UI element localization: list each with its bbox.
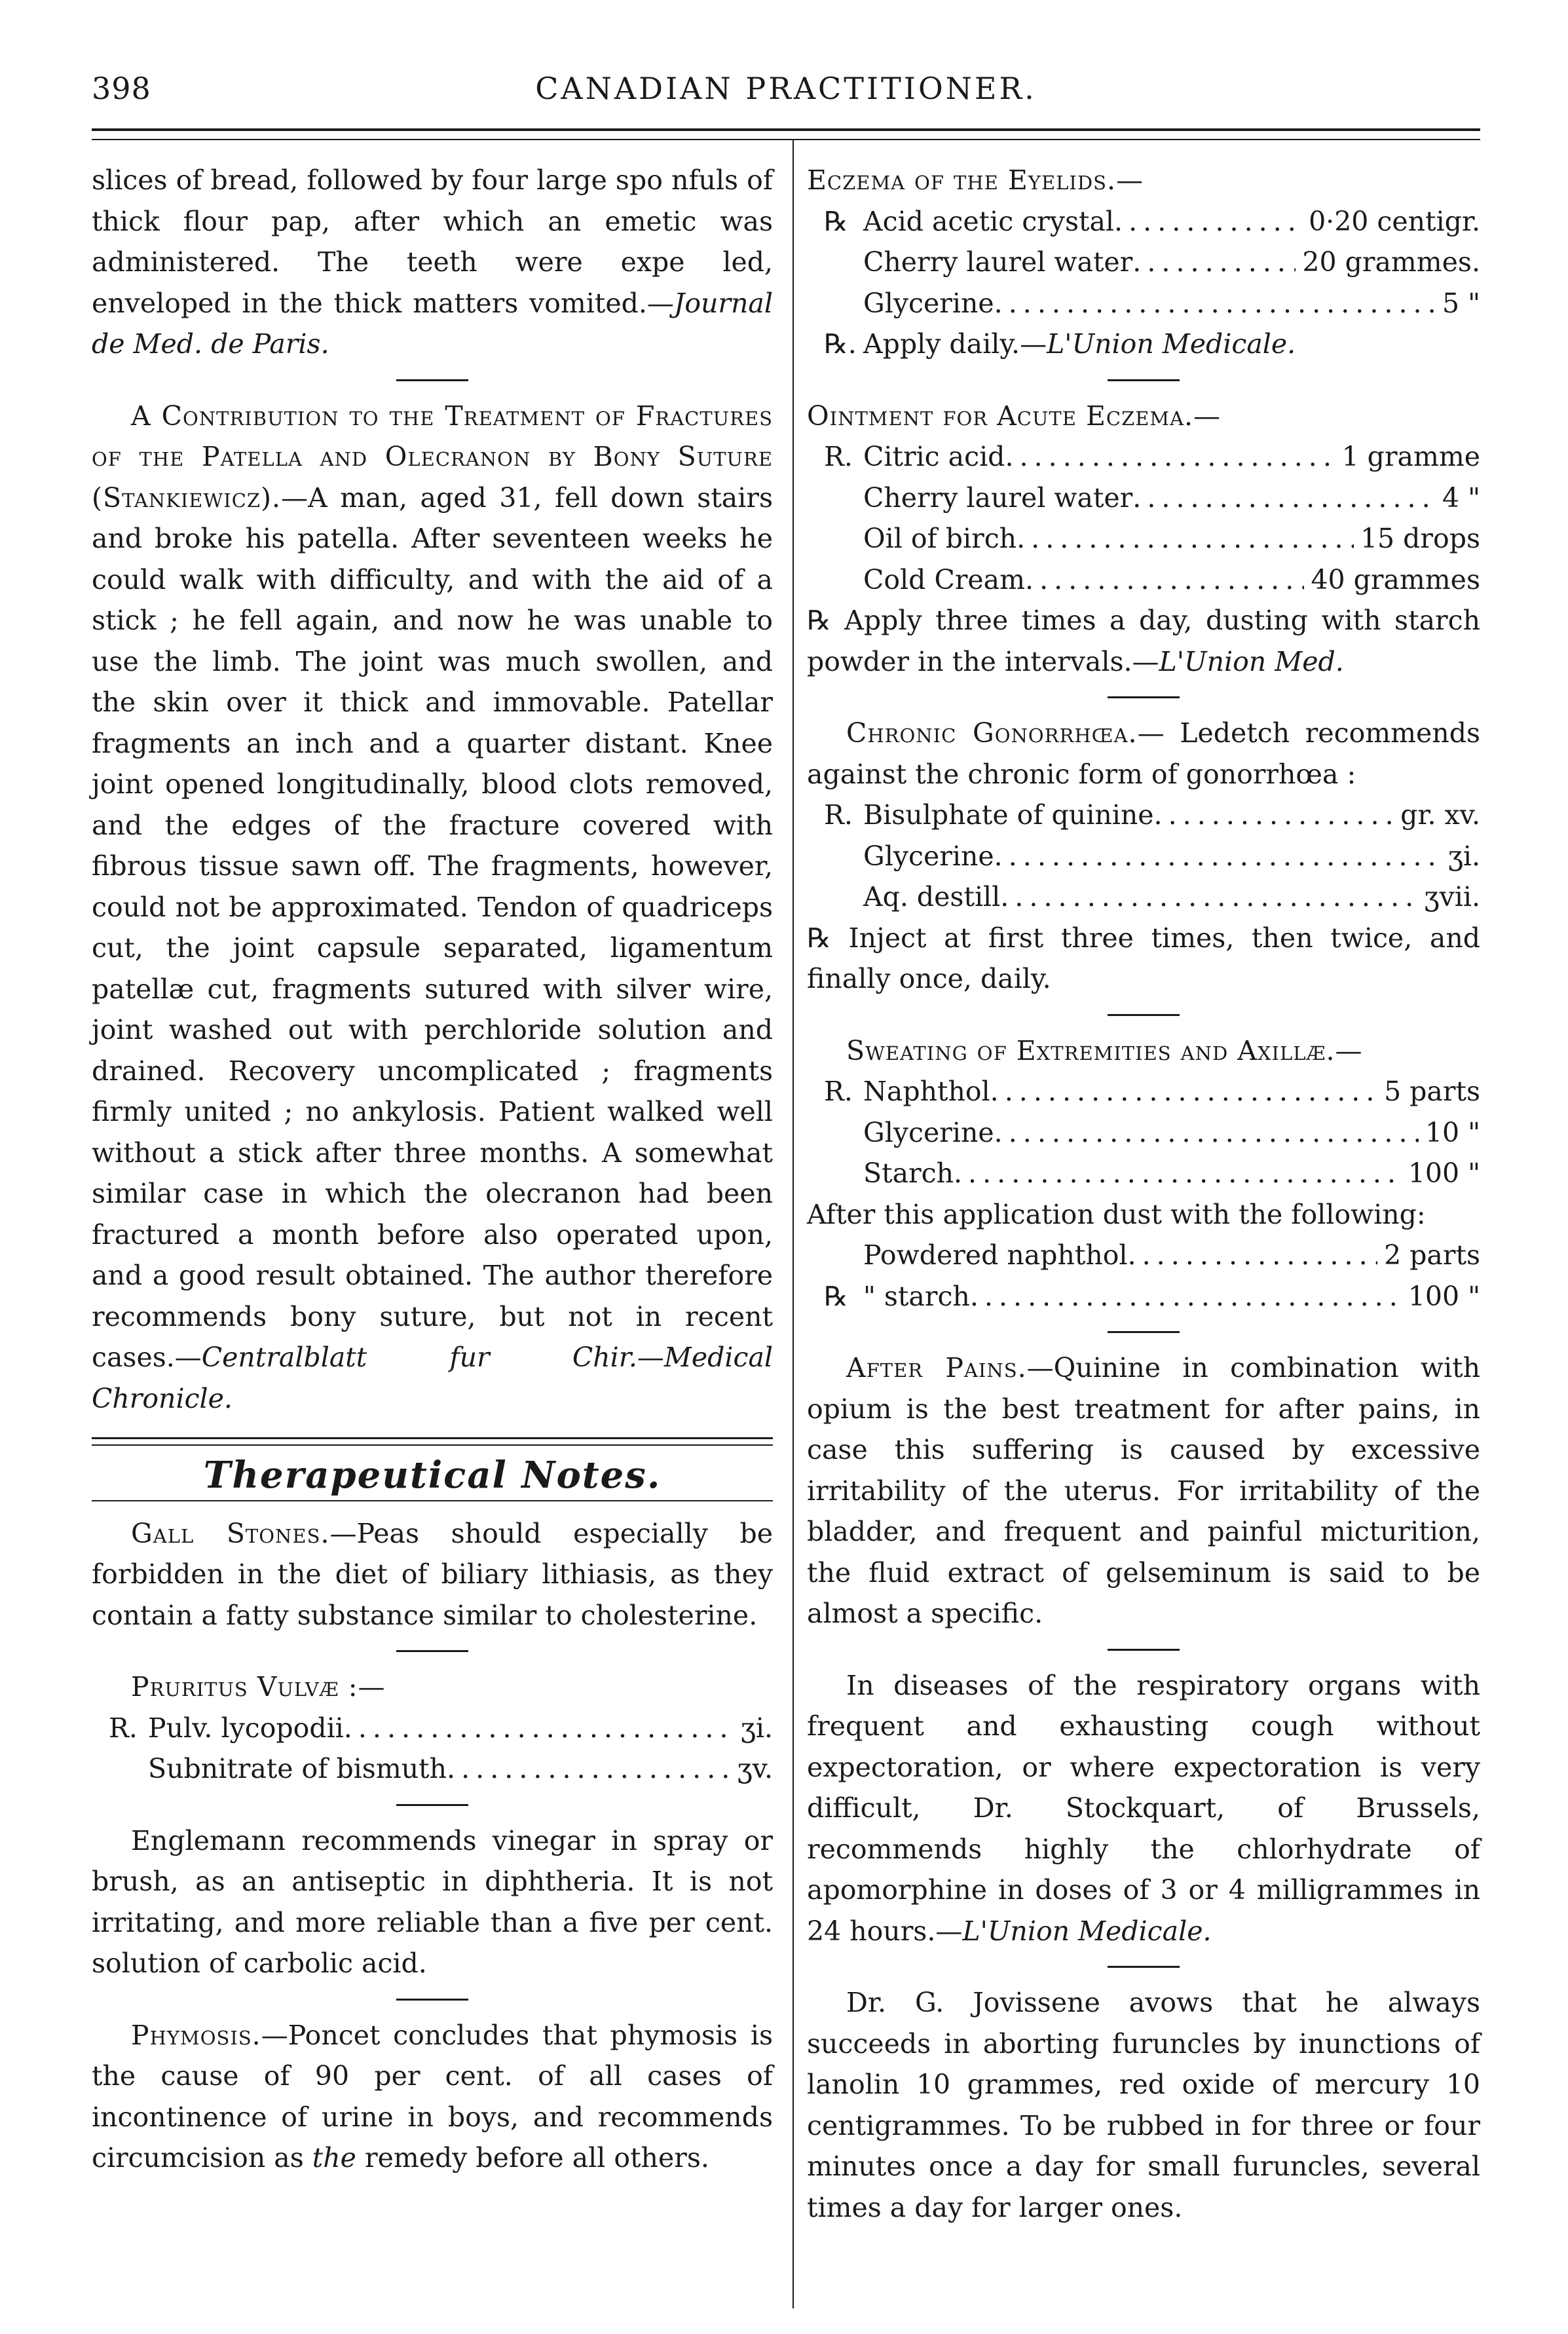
signa-paragraph	[807, 918, 1480, 1000]
ingredient: Citric acid	[863, 441, 1005, 472]
prescription-line	[92, 1708, 773, 1749]
leader-dots	[990, 1071, 1377, 1112]
prescription-line	[807, 1276, 1480, 1317]
quantity: gr. xv.	[1400, 799, 1480, 831]
leader-dots	[994, 836, 1442, 877]
article-respiratory	[807, 1665, 1480, 1952]
prescription-line	[807, 201, 1480, 242]
quantity: 0·20 centigr.	[1309, 205, 1480, 237]
ingredient: Subnitrate of bismuth	[148, 1753, 447, 1784]
quantity: ʒi.	[740, 1712, 773, 1744]
ingredient: Pulv. lycopodii	[148, 1712, 344, 1744]
prescription-line	[807, 559, 1480, 601]
citation: Centralblatt fur Chir.—Medical Chronicle.	[92, 1342, 773, 1414]
citation: Journal de Med. de Paris.	[92, 287, 773, 360]
article-gall-stones	[92, 1513, 773, 1636]
journal-title: CANADIAN PRACTITIONER.	[535, 71, 1037, 106]
ingredient: Glycerine	[863, 287, 994, 319]
page-header	[92, 71, 1480, 110]
leader-dots	[1017, 518, 1354, 559]
article-title: A Contribution to the Treatment of Fractures of the Patella and Olecranon by Bony Suture (Stankiewicz).	[92, 400, 773, 514]
prescription-line	[807, 795, 1480, 836]
ingredient: Naphthol	[863, 1076, 990, 1107]
recipe-symbol: ℞	[824, 205, 848, 237]
article-text: —A man, aged 31, fell down stairs and broke his patella. After seventeen weeks he could walk with difficulty, and with the aid of a stick ; he fell again, and now he was unable to use the limb. The joint was much swollen, and the skin over it thick and immovable. Patellar fragments an inch and a quarter distant. Knee joint opened longitudinally, blood clots removed, and the edges of the fracture covered with fibrous tissue sawn off. The fragments, however, could not be approximated. Tendon of quadriceps cut, the joint capsule separated, ligamentum patellæ cut, fragments sutured with silver wire, joint washed out with perchloride solution and drained. Recovery uncomplicated ; fragments firmly united ; no ankylosis. Patient walked well without a stick after three months. A somewhat similar case in which the olecranon had been fractured a month before also operated upon, and a good result obtained. The author therefore recommends bony suture, but not in recent cases.—	[92, 481, 773, 1373]
citation: L'Union Med.	[1159, 645, 1344, 677]
separator	[396, 1650, 468, 1652]
prescription-line	[92, 1748, 773, 1790]
ingredient: Cold Cream	[863, 563, 1026, 595]
leader-dots	[954, 1153, 1402, 1194]
ingredient: " starch	[863, 1280, 970, 1312]
article-text: —Quinine in combination with opium is the best treatment for after pains, in case this suffering is caused by excessive irritability of the uterus. For irritability of the bladder, and frequent and painful micturition, the fluid extract of gelseminum is said to be almost a specific.	[807, 1352, 1480, 1629]
ingredient: Glycerine	[863, 1116, 994, 1148]
leader-dots	[1154, 795, 1394, 836]
separator	[1108, 1649, 1180, 1651]
prescription-line	[807, 283, 1480, 324]
ingredient: Bisulphate of quinine	[863, 799, 1154, 831]
article-furuncles: Dr. G. Jovissene avows that he always succeeds in aborting furuncles by inunctions of lanolin 10 grammes, red oxide of mercury 10 centigrammes. To be rubbed in for three or four minutes once a day for small furuncles, several times a day for larger ones.	[807, 1987, 1480, 2223]
column-divider	[793, 140, 794, 2308]
article-text-end: remedy before all others.	[356, 2142, 709, 2174]
prescription-line	[807, 1153, 1480, 1194]
article-title: After Pains.	[846, 1352, 1027, 1383]
quantity: 100 "	[1408, 1280, 1480, 1312]
quantity: 15 drops	[1360, 523, 1480, 554]
leader-dots	[1132, 242, 1296, 283]
separator	[1108, 696, 1180, 698]
article-gonorrhoea	[807, 713, 1480, 795]
ingredient: Powdered naphthol	[863, 1239, 1128, 1271]
section-heading: Therapeutical Notes.	[203, 1454, 662, 1497]
signa-symbol: ℞	[807, 605, 831, 636]
section-rule-thin	[92, 1444, 773, 1446]
recipe-symbol: ℞	[824, 1280, 848, 1312]
leader-dots	[1114, 201, 1302, 242]
article-title: Gall Stones.	[131, 1517, 330, 1549]
ingredient: Oil of birch	[863, 523, 1017, 554]
separator	[1108, 1331, 1180, 1333]
signa-paragraph	[807, 600, 1480, 682]
ingredient: Starch	[863, 1158, 954, 1189]
ingredient: Glycerine	[863, 840, 994, 872]
prescription-line	[807, 242, 1480, 283]
article-continuation	[92, 160, 773, 365]
article-text: —Poncet concludes that phymosis is the cause of 90 per cent. of all cases of incontinence of urine in boys, and recommends circumcision as	[92, 2019, 773, 2174]
section-underline	[92, 1500, 773, 1501]
prescription-line	[807, 518, 1480, 559]
right-column	[807, 160, 1480, 2228]
article-englemann: Englemann recommends vinegar in spray or brush, as an antiseptic in diphtheria. It is not irritating, and more reliable than a five per cent. solution of carbolic acid.	[92, 1824, 773, 1979]
signa-text: Apply three times a day, dusting with starch powder in the intervals.—	[807, 605, 1480, 677]
leader-dots	[447, 1748, 731, 1790]
citation: L'Union Medicale.	[962, 1915, 1212, 1947]
quantity: 4 "	[1442, 481, 1480, 514]
leader-dots	[344, 1708, 734, 1749]
quantity: 5 parts	[1384, 1076, 1480, 1107]
ingredient: Cherry laurel water	[863, 481, 1133, 514]
emphasis: the	[312, 2142, 356, 2174]
header-rule-thin	[92, 139, 1480, 140]
quantity: ʒvii.	[1424, 881, 1480, 913]
recipe-symbol: R.	[109, 1712, 138, 1744]
signa-text: Apply daily.—	[863, 328, 1047, 360]
separator	[1108, 379, 1180, 381]
quantity: ʒi.	[1447, 840, 1480, 872]
page-number: 398	[92, 71, 151, 106]
pruritus-title: Pruritus Vulvæ :—	[131, 1671, 386, 1703]
article-text: — Ledetch recommends against the chronic form of gonorrhœa :	[807, 717, 1480, 790]
prescription-line	[807, 876, 1480, 918]
article-text: —Peas should especially be forbidden in the diet of biliary lithiasis, as they contain a fatty substance similar to cholesterine.	[92, 1517, 773, 1631]
ingredient: Cherry laurel water	[863, 246, 1133, 278]
quantity: 1 gramme	[1341, 441, 1480, 472]
continuation-text: slices of bread, followed by four large spo nfuls of thick flour pap, after which an emetic was administered. The teeth were expe led, enveloped in the thick matters vomited.—	[92, 164, 773, 319]
citation: L'Union Medicale.	[1047, 328, 1296, 360]
leader-dots	[1025, 559, 1304, 601]
separator	[1108, 1966, 1180, 1968]
leader-dots	[1000, 876, 1417, 918]
quantity: 10 "	[1425, 1116, 1480, 1148]
prescription-line	[807, 1112, 1480, 1154]
prescription-line	[807, 478, 1480, 519]
leader-dots	[970, 1276, 1402, 1317]
quantity: 20 grammes.	[1302, 246, 1480, 278]
signa-line	[807, 324, 1480, 365]
quantity: 2 parts	[1384, 1239, 1480, 1271]
header-rule	[92, 128, 1480, 131]
signa-symbol: ℞.	[824, 328, 857, 360]
section-rule	[92, 1437, 773, 1439]
quantity: 40 grammes	[1311, 563, 1480, 595]
recipe-symbol: R.	[824, 1076, 853, 1107]
separator	[1108, 1014, 1180, 1016]
prescription-line	[807, 1071, 1480, 1112]
article-title: Chronic Gonorrhœa.	[846, 717, 1138, 749]
prescription-line	[807, 436, 1480, 478]
quantity: ʒv.	[737, 1753, 773, 1784]
recipe-symbol: R.	[824, 799, 853, 831]
leader-dots	[1128, 1235, 1378, 1276]
quantity: 5 "	[1442, 287, 1480, 319]
sweating-title: Sweating of Extremities and Axillæ.—	[846, 1034, 1363, 1066]
eczema-title: Eczema of the Eyelids.—	[807, 164, 1144, 196]
leader-dots	[994, 283, 1436, 324]
ointment-title: Ointment for Acute Eczema.—	[807, 400, 1222, 432]
leader-dots	[1132, 478, 1436, 519]
signa-text: Inject at first three times, then twice, and finally once, daily.	[807, 922, 1480, 994]
sweating-after-text: After this application dust with the following:	[807, 1198, 1426, 1230]
prescription-line	[807, 836, 1480, 877]
left-column	[92, 160, 773, 2179]
leader-dots	[1005, 436, 1335, 478]
article-phymosis	[92, 2015, 773, 2179]
leader-dots	[994, 1112, 1419, 1154]
separator	[396, 1999, 468, 2001]
article-title: Phymosis.	[131, 2019, 261, 2051]
prescription-line	[807, 1235, 1480, 1276]
article-after-pains	[807, 1347, 1480, 1634]
ingredient: Acid acetic crystal	[863, 205, 1115, 237]
quantity: 100 "	[1408, 1158, 1480, 1189]
separator	[396, 379, 468, 381]
separator	[396, 1804, 468, 1806]
recipe-symbol: R.	[824, 441, 853, 472]
signa-symbol: ℞	[807, 922, 831, 954]
ingredient: Aq. destill	[863, 881, 1001, 913]
article-patella	[92, 396, 773, 1420]
article-text: In diseases of the respiratory organs with frequent and exhausting cough without expectoration, or where expectoration is very difficult, Dr. Stockquart, of Brussels, recommends highly the chlorhydrate of apomorphine in doses of 3 or 4 milligrammes in 24 hours.—	[807, 1669, 1480, 1947]
